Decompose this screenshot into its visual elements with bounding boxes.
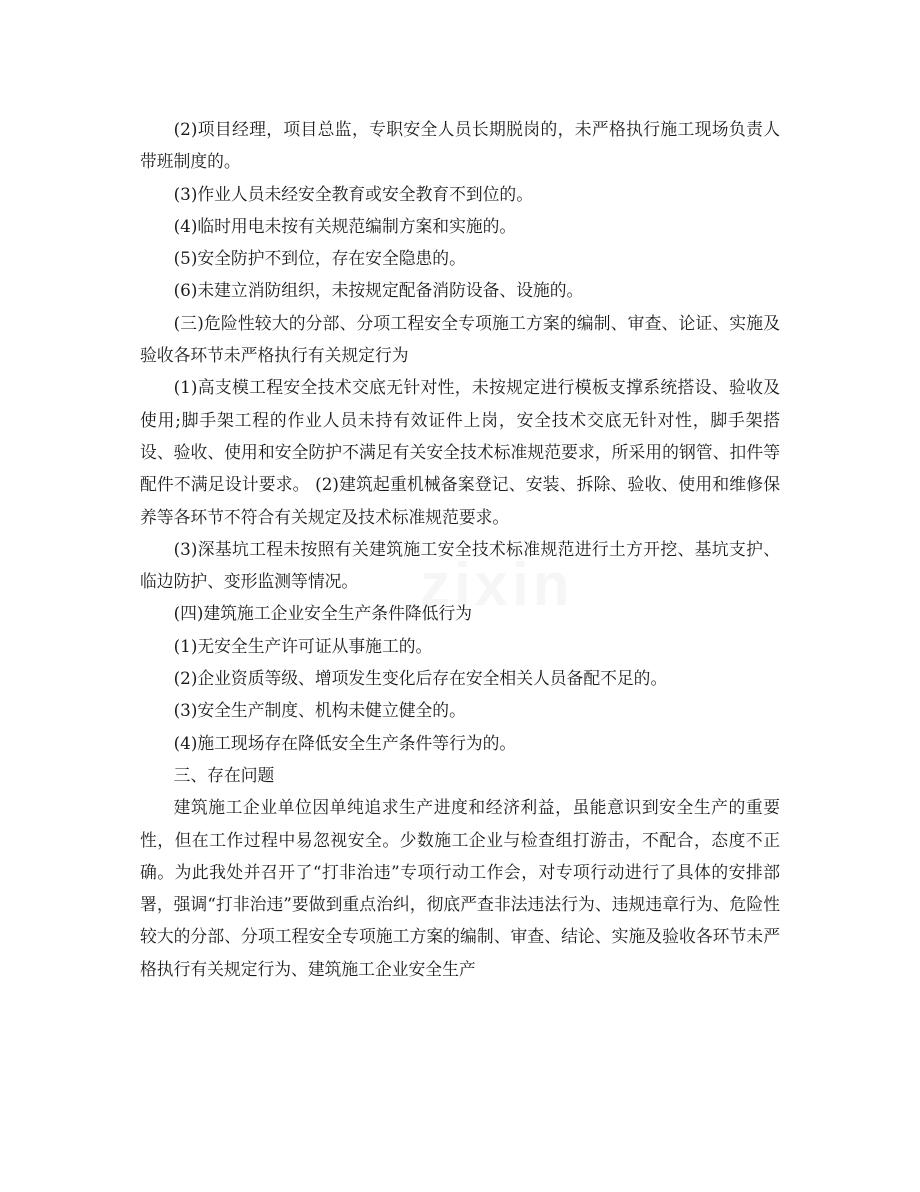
paragraph-item-2-qualification: (2)企业资质等级、增项发生变化后存在安全相关人员备配不足的。	[173, 668, 668, 689]
watermark-logo: zixin	[420, 551, 574, 618]
paragraph-problems-body: 建筑施工企业单位因单纯追求生产进度和经济利益，虽能意识到安全生产的重要性，但在工作过程中易忽视安全。少数施工企业与检查组打游击，不配合，态度不正确。为此我处并召开了“打非治违”专项行动工作会，对专项行动进行了具体的安排部署，强调“打非治违”要做到重点治纠，彻底严查非法违法行为、违规违章行为、危险性较大的分部、分项工程安全专项施工方案的编制、审查、结论、实施及验收各环节未严格执行有关规定行为、建筑施工企业安全生产	[140, 797, 780, 979]
document-body	[140, 113, 780, 985]
paragraph-item-6: (6)未建立消防组织，未按规定配备消防设备、设施的。	[173, 280, 584, 301]
paragraph-item-3-system: (3)安全生产制度、机构未健立健全的。	[173, 700, 466, 721]
paragraph-item-3-deep-pit: (3)深基坑工程未按照有关建筑施工安全技术标准规范进行土方开挖、基坑支护、临边防护、变形监测等情况。	[140, 538, 780, 592]
section-heading-3: (三)危险性较大的分部、分项工程安全专项施工方案的编制、审查、论证、实施及验收各环节未严格执行有关规定行为	[140, 312, 780, 366]
chapter-heading-problems: 三、存在问题	[173, 764, 275, 785]
paragraph-item-2: (2)项目经理，项目总监，专职安全人员长期脱岗的，未严格执行施工现场负责人带班制度的。	[140, 119, 780, 172]
paragraph-item-4-conditions: (4)施工现场存在降低安全生产条件等行为的。	[173, 732, 517, 753]
section-heading-4: (四)建筑施工企业安全生产条件降低行为	[173, 603, 472, 624]
paragraph-item-3: (3)作业人员未经安全教育或安全教育不到位的。	[173, 183, 533, 204]
paragraph-item-1-license: (1)无安全生产许可证从事施工的。	[173, 635, 433, 656]
paragraph-item-4: (4)临时用电未按有关规范编制方案和实施的。	[173, 215, 517, 236]
paragraph-item-5: (5)安全防护不到位，存在安全隐患的。	[173, 248, 466, 269]
paragraph-item-1-2: (1)高支模工程安全技术交底无针对性，未按规定进行模板支撑系统搭设、验收及使用;脚手架工程的作业人员未持有效证件上岗，安全技术交底无针对性，脚手架搭设、验收、使用和安全防护不满足有关安全技术标准规范要求，所采用的钢管、扣件等配件不满足设计要求。 (2)建筑起重机械备案登记、安装、拆除、验收、使用和维修保养等各环节不符合有关规定及技术标准规范要求。	[140, 377, 780, 527]
